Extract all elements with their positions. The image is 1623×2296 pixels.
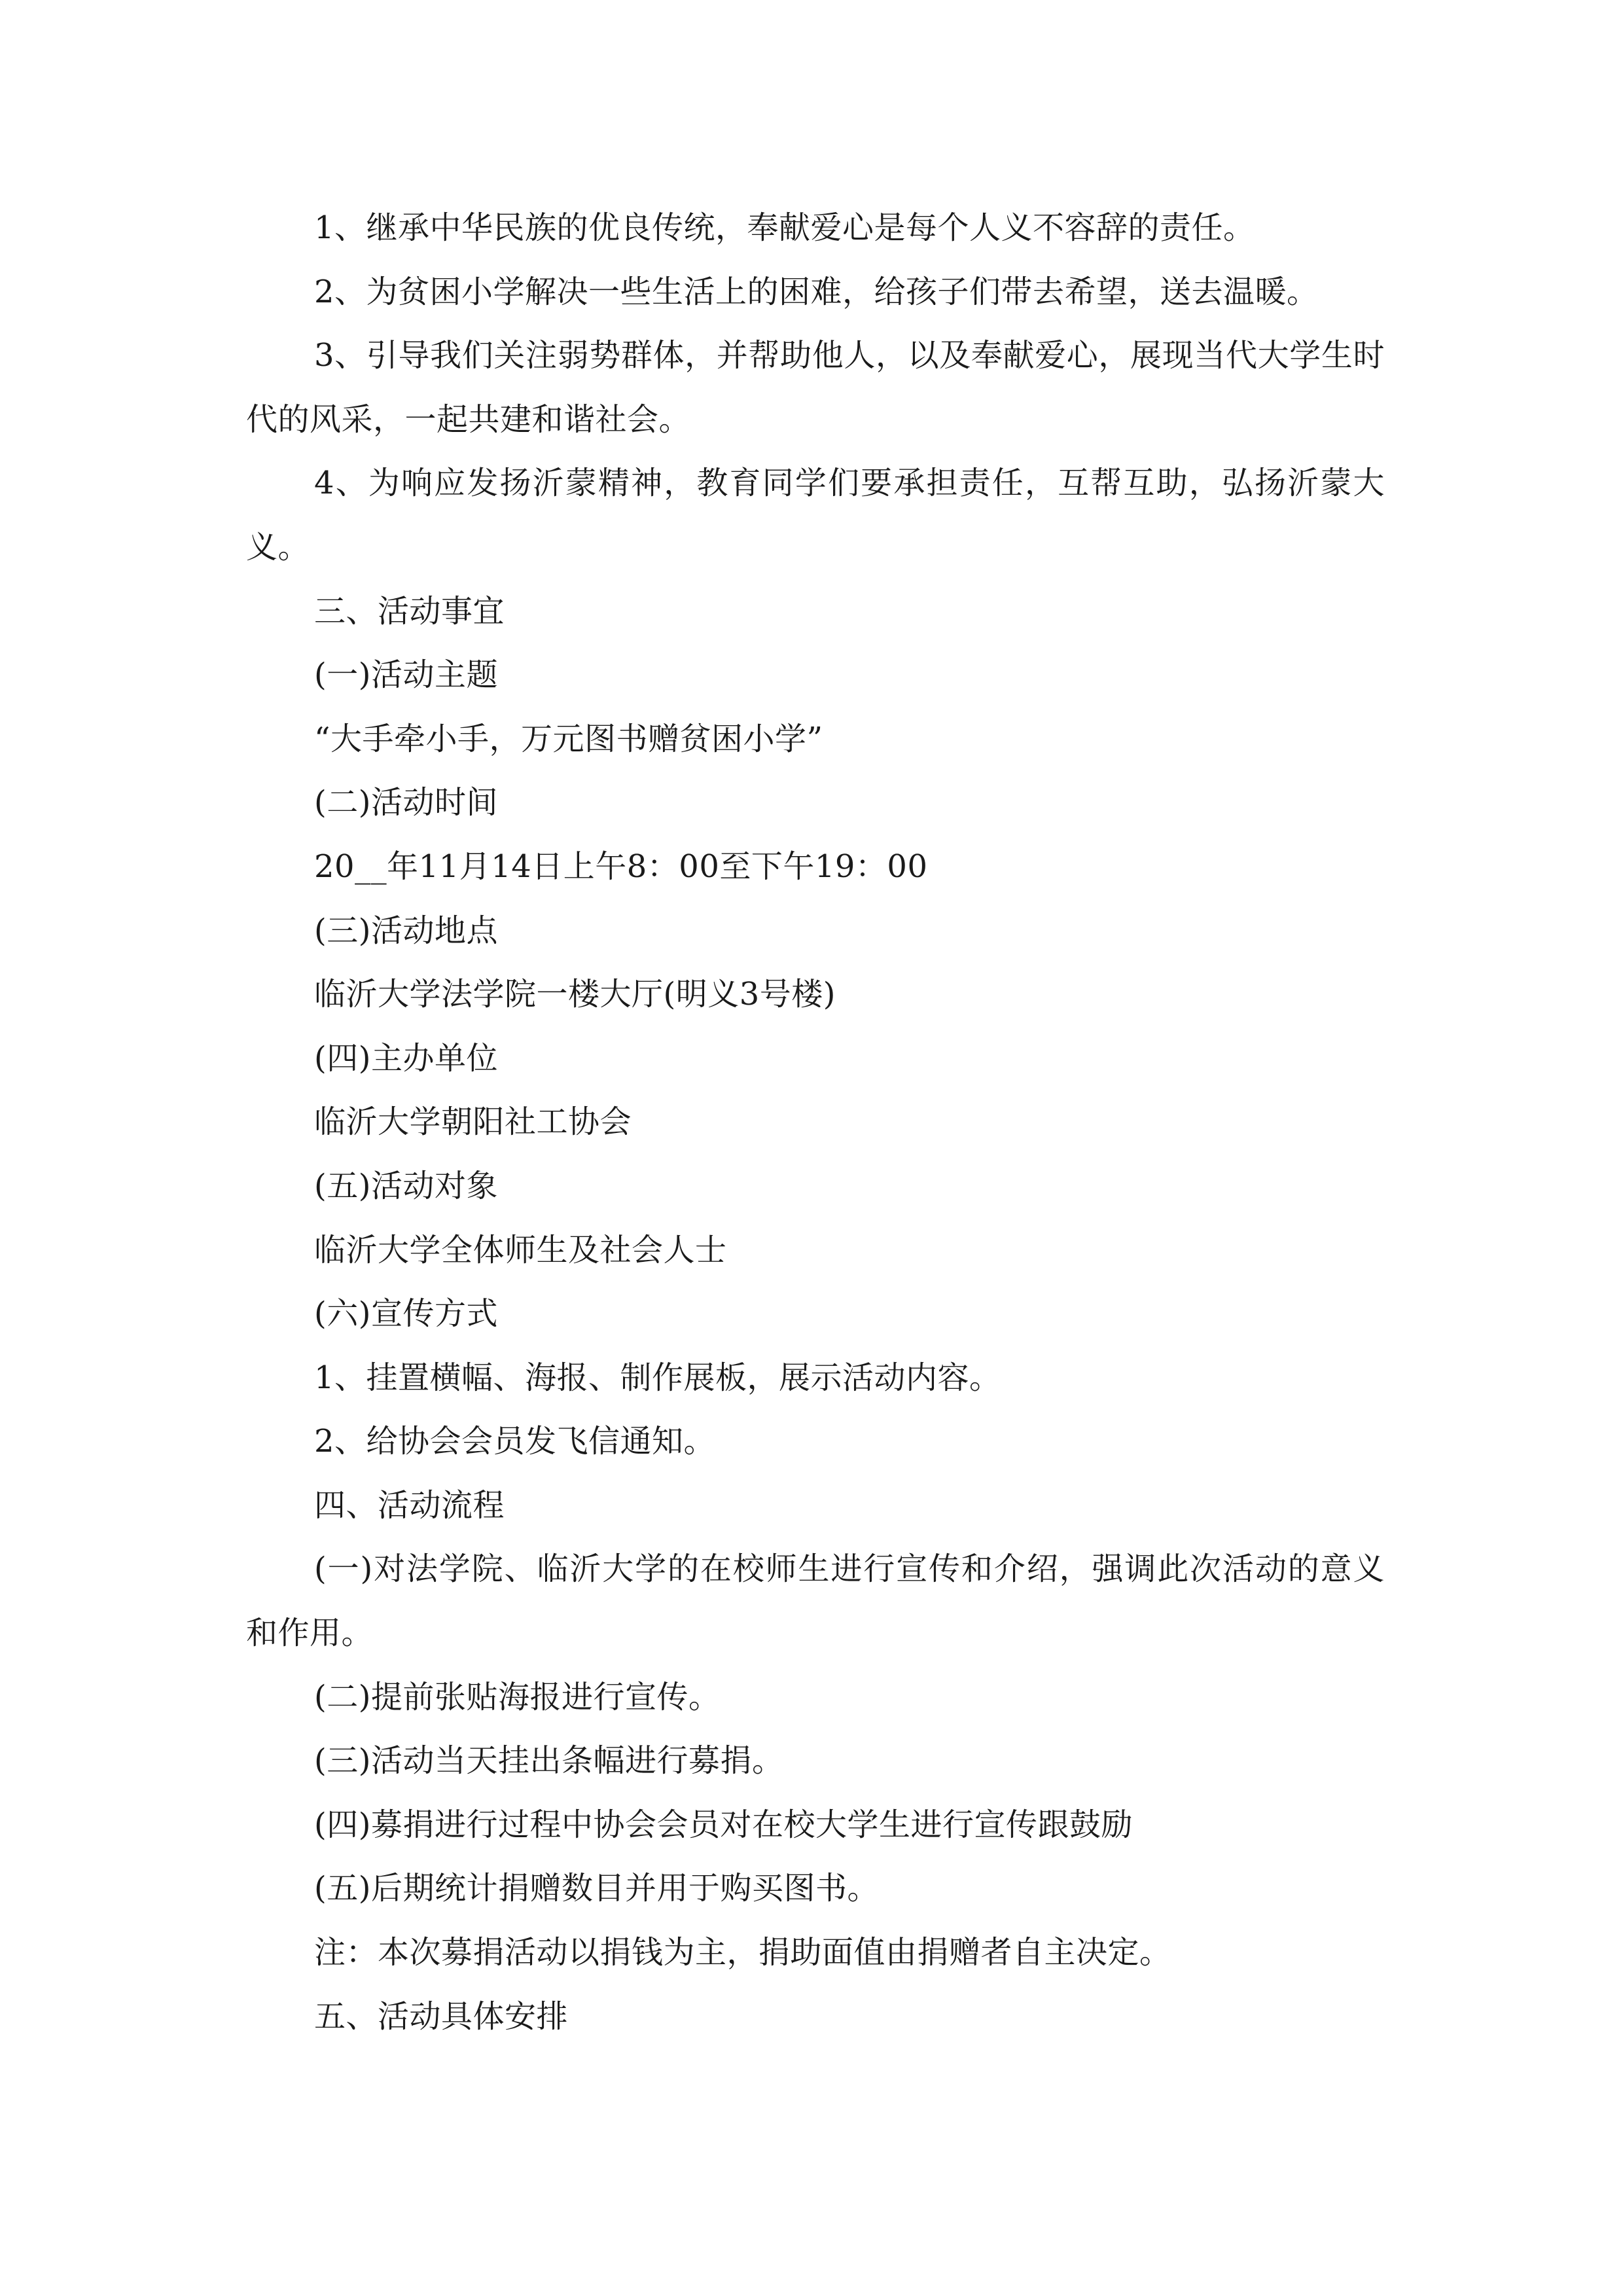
document-body xyxy=(246,196,1385,2049)
subheading-organizer: (四)主办单位 xyxy=(314,1039,498,1077)
publicity-item-2: 2、给协会会员发飞信通知。 xyxy=(314,1423,716,1460)
theme-text: “大手牵小手，万元图书赠贫困小学” xyxy=(314,720,823,757)
subheading-location: (三)活动地点 xyxy=(314,912,498,949)
subheading-audience: (五)活动对象 xyxy=(314,1167,498,1204)
audience-text: 临沂大学全体师生及社会人士 xyxy=(314,1231,727,1268)
publicity-item-1: 1、挂置横幅、海报、制作展板，展示活动内容。 xyxy=(314,1359,1001,1396)
section-heading-activity-matters: 三、活动事宜 xyxy=(314,592,505,630)
process-step-1: (一)对法学院、临沂大学的在校师生进行宣传和介绍，强调此次活动的意义和作用。 xyxy=(246,1551,1385,1652)
organizer-text: 临沂大学朝阳社工协会 xyxy=(314,1103,632,1141)
process-step-2: (二)提前张贴海报进行宣传。 xyxy=(314,1678,721,1715)
purpose-item-1: 1、继承中华民族的优良传统，奉献爱心是每个人义不容辞的责任。 xyxy=(314,209,1255,246)
time-text: 20__年11月14日上午8：00至下午19：00 xyxy=(314,848,928,885)
subheading-publicity: (六)宣传方式 xyxy=(314,1295,498,1333)
subheading-time: (二)活动时间 xyxy=(314,784,498,821)
process-step-4: (四)募捐进行过程中协会会员对在校大学生进行宣传跟鼓励 xyxy=(314,1806,1133,1843)
purpose-item-3: 3、引导我们关注弱势群体，并帮助他人，以及奉献爱心，展现当代大学生时代的风采，一起共建和谐社会。 xyxy=(246,337,1385,438)
subheading-theme: (一)活动主题 xyxy=(314,656,498,694)
section-heading-process: 四、活动流程 xyxy=(314,1486,505,1524)
purpose-item-4: 4、为响应发扬沂蒙精神，教育同学们要承担责任，互帮互助，弘扬沂蒙大义。 xyxy=(246,465,1385,565)
process-step-3: (三)活动当天挂出条幅进行募捐。 xyxy=(314,1742,784,1780)
process-step-5: (五)后期统计捐赠数目并用于购买图书。 xyxy=(314,1870,879,1907)
process-note: 注：本次募捐活动以捐钱为主，捐助面值由捐赠者自主决定。 xyxy=(314,1934,1171,1971)
section-heading-arrangement: 五、活动具体安排 xyxy=(314,1998,569,2035)
purpose-item-2: 2、为贫困小学解决一些生活上的困难，给孩子们带去希望，送去温暖。 xyxy=(314,273,1319,310)
location-text: 临沂大学法学院一楼大厅(明义3号楼) xyxy=(314,976,836,1013)
